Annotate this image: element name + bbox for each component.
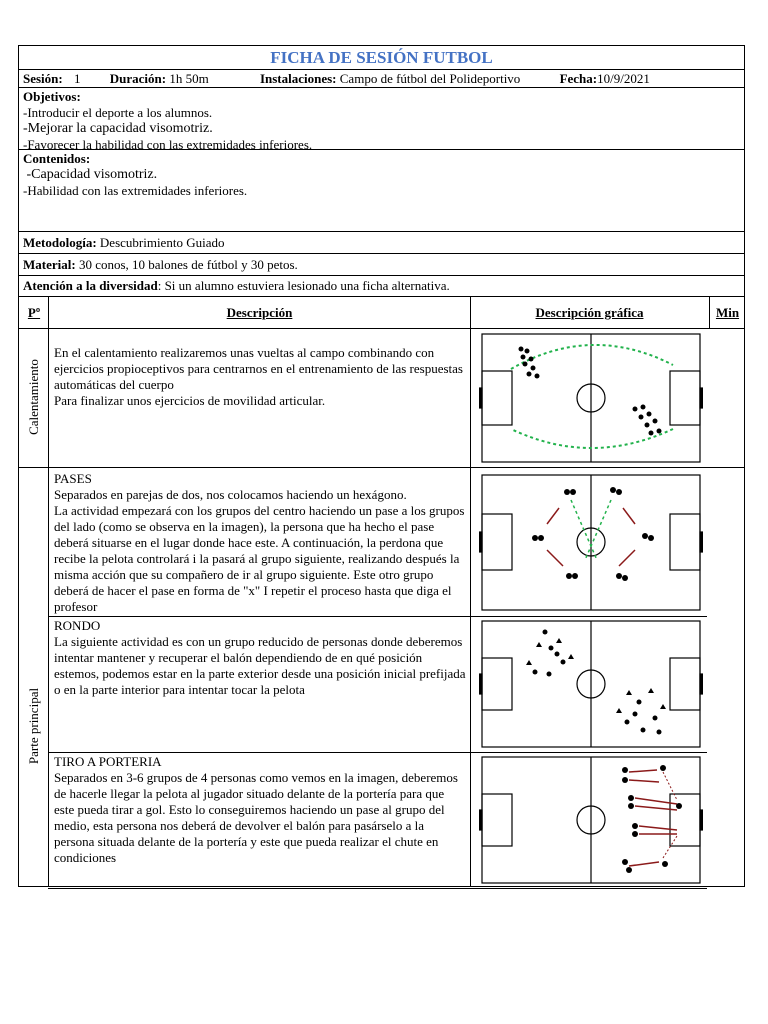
content-item: -Habilidad con las extremidades inferiores. (23, 183, 248, 198)
diversity-label: Atención a la diversidad (23, 278, 158, 293)
facilities-value: Campo de fútbol del Polideportivo (339, 71, 521, 86)
date-value: 10/9/2021 (597, 71, 650, 86)
row-divider (48, 888, 707, 889)
rondo-group (526, 630, 666, 735)
objectives-label: Objetivos: (23, 89, 81, 104)
header-minutes: Min (715, 305, 740, 320)
activity-title: TIRO A PORTERIA (54, 754, 162, 769)
diversity-row (19, 276, 744, 297)
soccer-field (479, 621, 703, 747)
player-group (519, 347, 662, 436)
field-diagram-warmup (479, 331, 703, 465)
objective-item: -Favorecer la habilidad con las extremidades inferiores. (23, 137, 313, 152)
duration-value: 1h 50m (169, 71, 209, 86)
page-title: FICHA DE SESIÓN FUTBOL (19, 46, 744, 70)
duration-label: Duración: (109, 71, 167, 86)
player-pairs (532, 487, 654, 581)
objectives-section (19, 88, 744, 150)
contents-section (19, 150, 744, 232)
activity-table (19, 297, 744, 886)
session-value: 1 (73, 71, 81, 86)
methodology-row (19, 232, 744, 254)
contents-label: Contenidos: (23, 151, 91, 166)
table-header (19, 297, 744, 329)
field-diagram-passes (479, 472, 703, 613)
field-diagram-shooting (479, 754, 703, 886)
facilities-label: Instalaciones: (259, 71, 337, 86)
row-divider (48, 616, 707, 617)
date-label: Fecha: (559, 71, 598, 86)
activity-text: Separados en parejas de dos, nos colocamos haciendo un hexágono. La actividad empezará con los grupos del centro haciendo un pase a los grupos del lado (como se observa en la imagen), la persona que ha hecho el pase deberá situarse en el lugar donde hace este. A continuación, la perdona que recibe la pelota controlará i la pasará al grupo siguiente, realizando después la misma acción que su compañero de ir al grupo siguiente. Este otro grupo deberá de hacer el pase en forma de "x" I repetir el proceso hasta que diga el profesor (54, 487, 465, 614)
soccer-field (479, 475, 703, 610)
phase-label-main: Parte principal (26, 687, 41, 765)
header-graphic: Descripción gráfica (535, 305, 644, 320)
material-value: 30 conos, 10 balones de fútbol y 30 petos. (75, 257, 298, 272)
activity-text: La siguiente actividad es con un grupo reducido de personas donde deberemos intentar mantener y recuperar el balón dependiendo de en qué posición estemos, podemos estar en la parte exterior desde una posición inicial prefijada o en la parte interior para intentar tocar la pelota (54, 634, 466, 697)
session-sheet (18, 45, 745, 887)
header-description: Descripción (226, 305, 293, 320)
objective-item: -Introducir el deporte a los alumnos. (23, 105, 213, 120)
soccer-field (479, 757, 703, 883)
material-label: Material: (23, 257, 76, 272)
activity-passes (54, 471, 466, 615)
session-label: Sesión: (23, 71, 63, 86)
methodology-label: Metodología: (23, 235, 97, 250)
green-arrow (511, 345, 673, 369)
green-arrow (511, 429, 673, 448)
content-item: -Capacidad visomotriz. (23, 167, 158, 182)
info-row (19, 70, 744, 88)
methodology-value: Descubrimiento Guiado (96, 235, 225, 250)
objective-item: -Mejorar la capacidad visomotriz. (23, 121, 213, 136)
header-phase: Pº (27, 305, 41, 320)
activity-text: Separados en 3-6 grupos de 4 personas como vemos en la imagen, deberemos de hacerle llegar la pelota al jugador situado delante de la portería para que este pueda tirar a gol. Esto lo conseguiremos haciendo un pase al grupo del medio, esta persona nos deberá de devolver el balón para pasárselo a la persona situada delante de la portería y este que pueda realizar el chute en condiciones (54, 770, 458, 865)
activity-title: RONDO (54, 618, 101, 633)
material-row (19, 254, 744, 276)
column-divider (709, 297, 710, 329)
field-diagram-rondo (479, 618, 703, 750)
soccer-field (479, 334, 703, 462)
activity-title: PASES (54, 471, 92, 486)
phase-label-warmup: Calentamiento (26, 359, 41, 435)
activity-shooting (54, 754, 466, 866)
diversity-value: : Si un alumno estuviera lesionado una ficha alternativa. (157, 278, 450, 293)
row-divider (48, 752, 707, 753)
activity-rondo (54, 618, 466, 698)
activity-warmup-text: En el calentamiento realizaremos unas vueltas al campo combinando con ejercicios propioceptivos para centrarnos en el entrenamiento de las respuestas automáticas del cuerpo Para finalizar unos ejercicios de movilidad articular. (54, 345, 463, 408)
